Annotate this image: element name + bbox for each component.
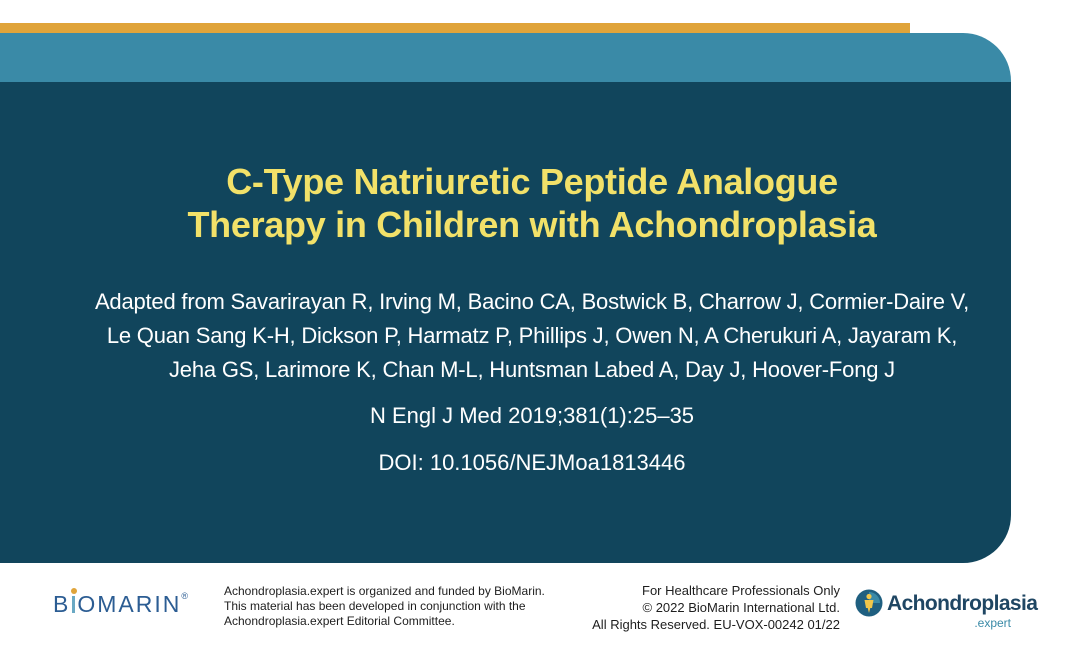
legal-line: © 2022 BioMarin International Ltd. xyxy=(642,600,840,615)
title-line: C-Type Natriuretic Peptide Analogue xyxy=(226,161,838,202)
gold-accent-bar xyxy=(0,23,910,33)
biomarin-logo-text-end: OMARIN xyxy=(77,591,182,617)
disclaimer-line: Achondroplasia.expert is organized and funded by BioMarin. xyxy=(224,584,545,598)
biomarin-logo-i-glyph xyxy=(70,591,77,618)
footer xyxy=(0,563,1073,646)
author-list xyxy=(0,285,1064,387)
disclaimer-line: This material has been developed in conjunction with the xyxy=(224,599,526,613)
author-line: Jeha GS, Larimore K, Chan M-L, Huntsman Labed A, Day J, Hoover-Fong J xyxy=(169,357,895,382)
author-line: Adapted from Savarirayan R, Irving M, Bacino CA, Bostwick B, Charrow J, Cormier-Daire V, xyxy=(94,289,970,314)
legal-line: For Healthcare Professionals Only xyxy=(642,583,840,598)
slide-title xyxy=(0,160,1064,246)
biomarin-logo xyxy=(53,591,188,618)
achondroplasia-wordmark: Achondroplasia xyxy=(887,592,1038,615)
doi-reference: DOI: 10.1056/NEJMoa1813446 xyxy=(378,450,686,475)
legal-notice xyxy=(592,582,840,633)
journal-citation: N Engl J Med 2019;381(1):25–35 xyxy=(369,403,695,428)
legal-line: All Rights Reserved. EU-VOX-00242 01/22 xyxy=(592,617,840,632)
disclaimer-line: Achondroplasia.expert Editorial Committee. xyxy=(224,614,455,628)
title-line: Therapy in Children with Achondroplasia xyxy=(187,204,877,245)
funding-disclaimer xyxy=(224,584,545,629)
achondroplasia-expert-logo xyxy=(855,587,1038,631)
expert-suffix: .expert xyxy=(974,616,1011,630)
achondroplasia-figure-icon xyxy=(855,589,883,617)
author-line: Le Quan Sang K-H, Dickson P, Harmatz P, Phillips J, Owen N, A Cherukuri A, Jayaram K, xyxy=(106,323,958,348)
registered-mark: ® xyxy=(181,591,188,601)
biomarin-logo-text-start: B xyxy=(53,591,71,617)
